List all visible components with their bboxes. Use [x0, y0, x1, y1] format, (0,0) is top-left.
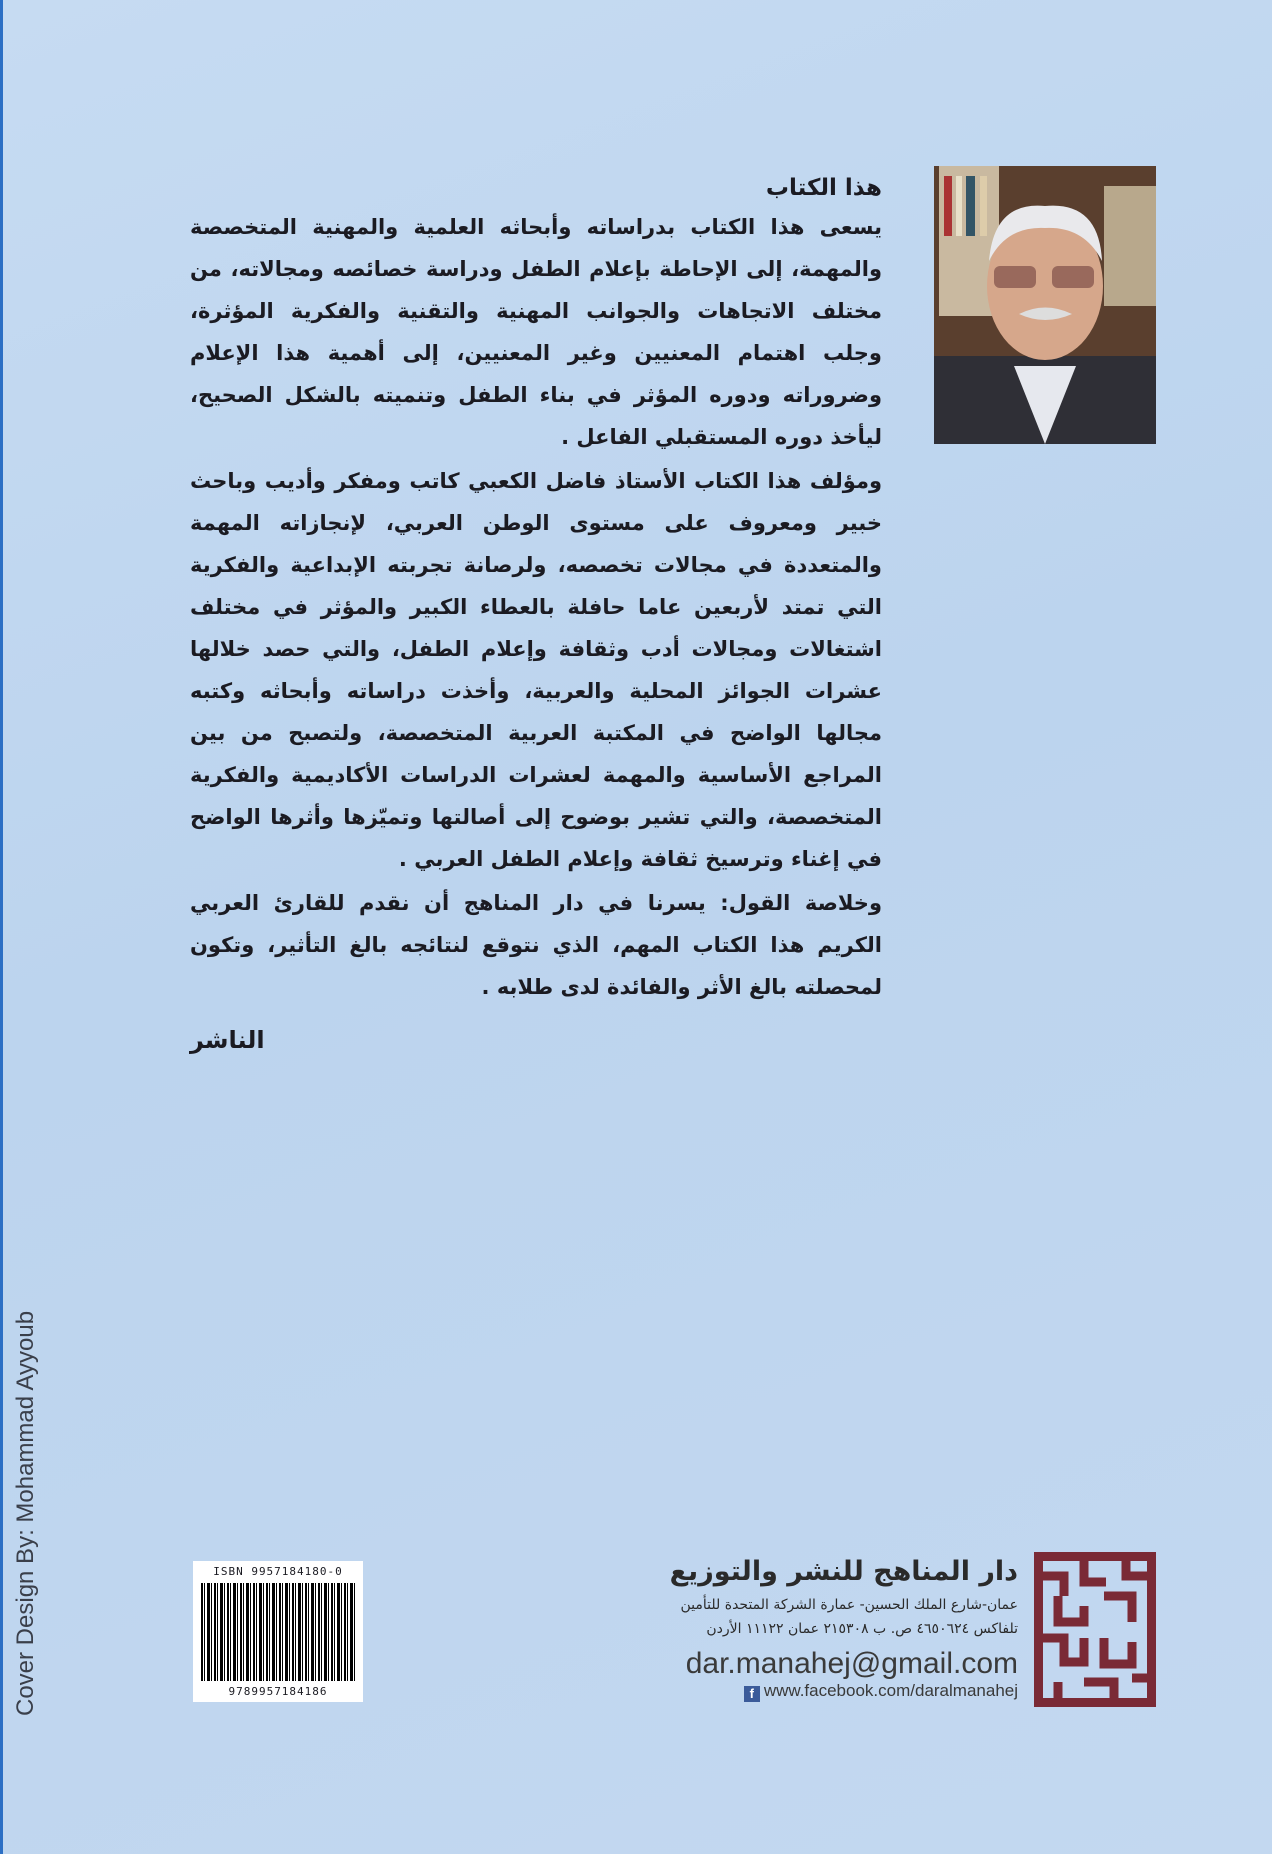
- cover-design-credit: Cover Design By: Mohammad Ayyoub: [12, 1310, 39, 1716]
- book-description: [190, 170, 882, 1058]
- conclusion-paragraph: وخلاصة القول: يسرنا في دار المناهج أن نقدم للقارئ العربي الكريم هذا الكتاب المهم، الذي نتوقع لنتائجه بالغ التأثير، وتكون لمحصلته بالغ الأثر والفائدة لدى طلابه .: [190, 891, 882, 999]
- facebook-url[interactable]: www.facebook.com/daralmanahej: [763, 1681, 1018, 1700]
- publisher-email[interactable]: dar.manahej@gmail.com: [685, 1647, 1018, 1680]
- barcode-bars: [201, 1583, 355, 1681]
- facebook-icon: f: [744, 1686, 760, 1702]
- publisher-logo: [1034, 1552, 1156, 1707]
- facebook-link[interactable]: [590, 1681, 1018, 1702]
- publisher-address: عمان-شارع الملك الحسين- عمارة الشركة المتحدة للتأمين: [680, 1597, 1018, 1613]
- isbn-barcode: [193, 1561, 363, 1702]
- publisher-name: دار المناهج للنشر والتوزيع: [669, 1556, 1018, 1587]
- cover-edge: [0, 0, 3, 1854]
- author-photo: [934, 166, 1156, 444]
- publisher-phone-po: تلفاكس ٤٦٥٠٦٢٤ ص. ب ٢١٥٣٠٨ عمان ١١١٢٢ الأردن: [706, 1621, 1018, 1637]
- description-paragraph: يسعى هذا الكتاب بدراساته وأبحاثه العلمية والمهنية المتخصصة والمهمة، إلى الإحاطة بإعلام الطفل ودراسة خصائصه ومجالاته، من مختلف الاتجاهات والجوانب المهنية والتقنية والفكرية المؤثرة، وجلب اهتمام المعنيين وغير المعنيين، إلى أهمية هذا الإعلام وضروراته ودوره المؤثر في بناء الطفل وتنميته بالشكل الصحيح، ليأخذ دوره المستقبلي الفاعل .: [190, 215, 882, 449]
- publisher-info: [590, 1556, 1018, 1702]
- author-paragraph: ومؤلف هذا الكتاب الأستاذ فاضل الكعبي كاتب ومفكر وأديب وباحث خبير ومعروف على مستوى الوطن العربي، لإنجازاته المهمة والمتعددة في مجالات تخصصه، ولرصانة تجربته الإبداعية والفكرية التي تمتد لأربعين عاما حافلة بالعطاء الكبير والمؤثر في مختلف اشتغالات ومجالات أدب وثقافة وإعلام الطفل، والتي حصد خلالها عشرات الجوائز المحلية والعربية، وأخذت دراساته وأبحاثه وكتبه مجالها الواضح في المكتبة العربية المتخصصة، ولتصبح من بين المراجع الأساسية والمهمة لعشرات الدراسات الأكاديمية والفكرية المتخصصة، والتي تشير بوضوح إلى أصالتها وتميّزها وأثرها الواضح في إغناء وترسيخ ثقافة وإعلام الطفل العربي .: [190, 469, 882, 871]
- section-heading: هذا الكتاب: [765, 175, 882, 201]
- isbn-text: ISBN 9957184180-0: [213, 1565, 343, 1578]
- ean-number: 9789957184186: [228, 1685, 328, 1698]
- publisher-signature: الناشر: [190, 1026, 265, 1054]
